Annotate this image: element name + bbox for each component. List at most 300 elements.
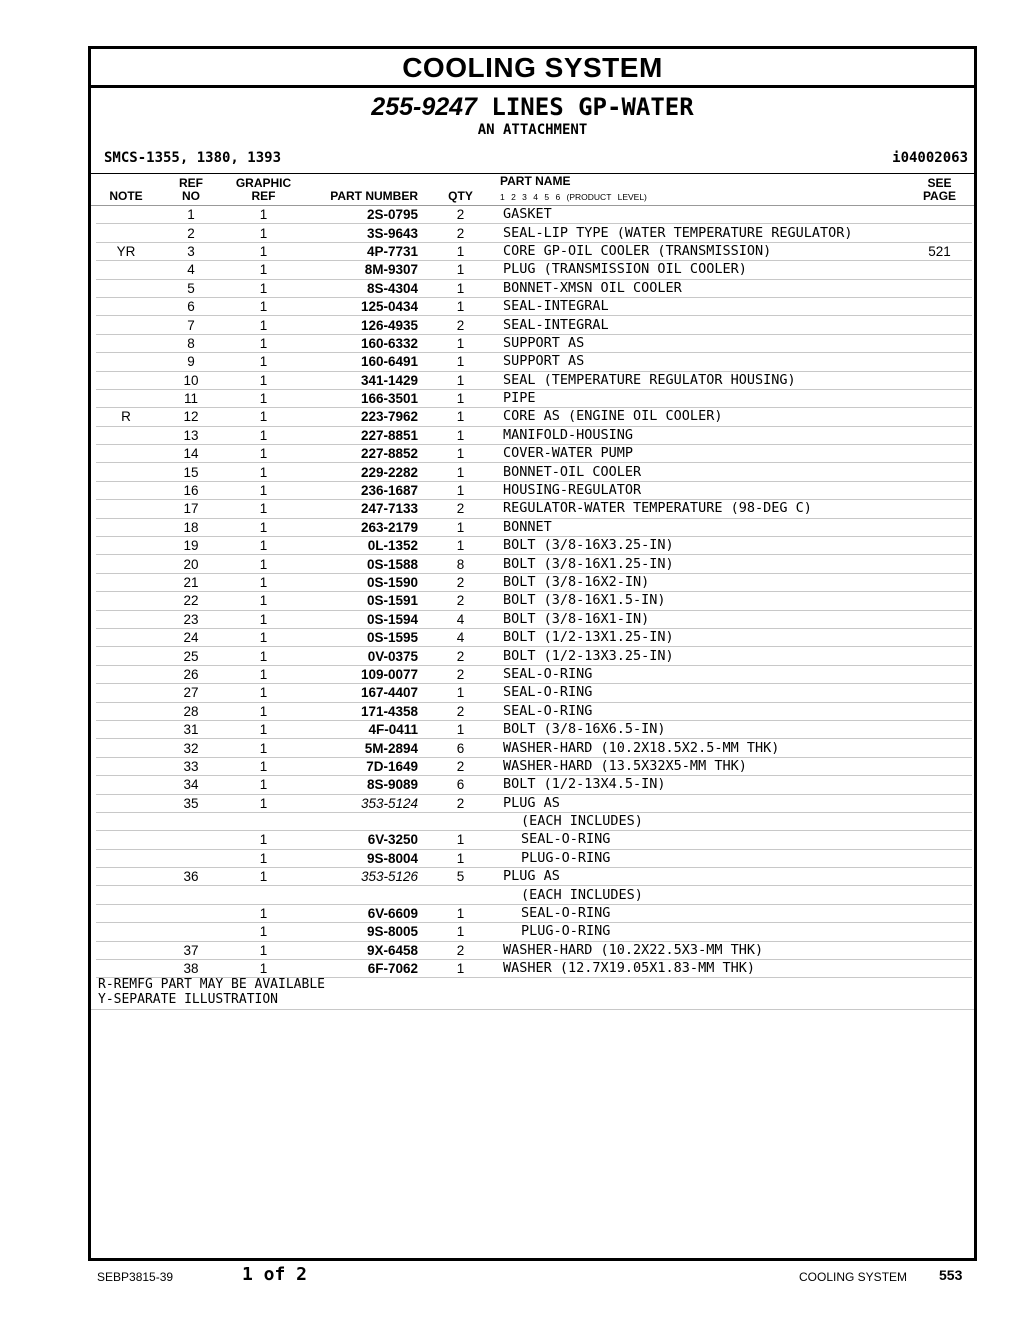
see-page-cell (907, 389, 972, 407)
ref-no-cell: 5 (156, 279, 226, 297)
group-name: LINES GP-WATER (491, 93, 694, 121)
part-name-cell: BOLT (3/8-16X1-IN) (503, 610, 907, 628)
part-number-cell[interactable]: 353-5124 (301, 794, 418, 812)
note-cell (96, 592, 156, 610)
part-number-cell[interactable]: 2S-0795 (301, 206, 418, 224)
note-cell (96, 297, 156, 315)
part-name-cell: SEAL-O-RING (503, 665, 907, 683)
see-page-cell (907, 279, 972, 297)
part-number-cell[interactable]: 9X-6458 (301, 941, 418, 959)
graphic-ref-cell: 1 (226, 573, 301, 591)
qty-cell: 1 (418, 960, 503, 978)
part-number-cell[interactable]: 8S-9089 (301, 776, 418, 794)
qty-cell: 1 (418, 481, 503, 499)
qty-cell: 1 (418, 904, 503, 922)
table-row (96, 445, 972, 463)
part-name-cell: SEAL-O-RING (503, 904, 907, 922)
see-page-cell (907, 849, 972, 867)
part-name-cell: WASHER-HARD (10.2X18.5X2.5-MM THK) (503, 739, 907, 757)
see-page-cell (907, 812, 972, 830)
header-qty: QTY (448, 189, 473, 203)
table-row (96, 463, 972, 481)
part-name-cell: BONNET (503, 518, 907, 536)
graphic-ref-cell: 1 (226, 831, 301, 849)
table-row (96, 297, 972, 315)
part-name-cell: CORE AS (ENGINE OIL COOLER) (503, 408, 907, 426)
table-row (96, 776, 972, 794)
ref-no-cell: 14 (156, 445, 226, 463)
note-cell (96, 224, 156, 242)
note-cell (96, 720, 156, 738)
table-row (96, 261, 972, 279)
see-page-cell (907, 481, 972, 499)
ref-no-cell: 33 (156, 757, 226, 775)
see-page-cell (907, 794, 972, 812)
note-cell (96, 573, 156, 591)
qty-cell: 1 (418, 684, 503, 702)
qty-cell: 1 (418, 445, 503, 463)
part-name-cell: BOLT (3/8-16X6.5-IN) (503, 720, 907, 738)
see-page-cell (907, 261, 972, 279)
header-part-name: PART NAME (500, 174, 571, 188)
ref-no-cell: 25 (156, 647, 226, 665)
table-row (96, 647, 972, 665)
part-number-cell[interactable]: 0L-1352 (301, 537, 418, 555)
part-name-cell: BOLT (3/8-16X2-IN) (503, 573, 907, 591)
qty-cell: 2 (418, 224, 503, 242)
part-number-cell[interactable]: 0V-0375 (301, 647, 418, 665)
ref-no-cell: 26 (156, 665, 226, 683)
part-number-cell[interactable]: 3S-9643 (301, 224, 418, 242)
see-page-cell (907, 904, 972, 922)
ref-no-cell: 19 (156, 537, 226, 555)
note-cell: YR (96, 242, 156, 260)
qty-cell (418, 886, 503, 904)
graphic-ref-cell (226, 812, 301, 830)
note-cell (96, 886, 156, 904)
table-row (96, 812, 972, 830)
see-page-cell (907, 665, 972, 683)
part-name-cell: SEAL-LIP TYPE (WATER TEMPERATURE REGULATOR) (503, 224, 907, 242)
part-number-cell[interactable]: 171-4358 (301, 702, 418, 720)
see-page-cell (907, 592, 972, 610)
graphic-ref-cell: 1 (226, 923, 301, 941)
see-page-cell (907, 555, 972, 573)
part-name-cell: WASHER-HARD (10.2X22.5X3-MM THK) (503, 941, 907, 959)
part-number-cell[interactable]: 247-7133 (301, 500, 418, 518)
graphic-ref-cell: 1 (226, 960, 301, 978)
see-page-cell (907, 408, 972, 426)
see-page-cell (907, 537, 972, 555)
graphic-ref-cell: 1 (226, 610, 301, 628)
table-row (96, 500, 972, 518)
table-row (96, 518, 972, 536)
group-subtitle: AN ATTACHMENT (477, 122, 588, 138)
part-number-cell[interactable]: 0S-1588 (301, 555, 418, 573)
part-number-cell[interactable]: 160-6491 (301, 353, 418, 371)
part-number-cell[interactable]: 166-3501 (301, 389, 418, 407)
part-number-cell[interactable]: 9S-8005 (301, 923, 418, 941)
note-cell (96, 555, 156, 573)
note-cell (96, 849, 156, 867)
table-row (96, 720, 972, 738)
graphic-ref-cell: 1 (226, 261, 301, 279)
see-page-cell (907, 573, 972, 591)
ref-no-cell (156, 849, 226, 867)
part-name-cell: CORE GP-OIL COOLER (TRANSMISSION) (503, 242, 907, 260)
qty-cell: 6 (418, 776, 503, 794)
part-number-cell[interactable]: 125-0434 (301, 297, 418, 315)
part-number-cell[interactable]: 223-7962 (301, 408, 418, 426)
part-number-cell[interactable]: 341-1429 (301, 371, 418, 389)
qty-cell: 1 (418, 463, 503, 481)
table-row (96, 592, 972, 610)
header-part-number: PART NUMBER (330, 189, 418, 203)
graphic-ref-cell: 1 (226, 481, 301, 499)
ref-no-cell: 24 (156, 628, 226, 646)
parts-table (96, 206, 972, 978)
qty-cell: 2 (418, 702, 503, 720)
note-cell (96, 776, 156, 794)
qty-cell: 1 (418, 334, 503, 352)
ref-no-cell: 23 (156, 610, 226, 628)
note-cell (96, 537, 156, 555)
qty-cell: 6 (418, 739, 503, 757)
qty-cell: 1 (418, 389, 503, 407)
graphic-ref-cell: 1 (226, 720, 301, 738)
part-number-cell[interactable]: 167-4407 (301, 684, 418, 702)
note-cell (96, 628, 156, 646)
graphic-ref-cell: 1 (226, 776, 301, 794)
part-name-cell: COVER-WATER PUMP (503, 445, 907, 463)
see-page-cell (907, 776, 972, 794)
see-page-cell (907, 923, 972, 941)
part-number-cell[interactable]: 227-8852 (301, 445, 418, 463)
note-cell (96, 426, 156, 444)
ref-no-cell: 2 (156, 224, 226, 242)
qty-cell: 2 (418, 941, 503, 959)
graphic-ref-cell: 1 (226, 628, 301, 646)
note-cell (96, 812, 156, 830)
see-page-cell (907, 353, 972, 371)
part-name-cell: PLUG (TRANSMISSION OIL COOLER) (503, 261, 907, 279)
graphic-ref-cell: 1 (226, 592, 301, 610)
part-number-cell[interactable]: 0S-1590 (301, 573, 418, 591)
note-cell (96, 518, 156, 536)
graphic-ref-cell: 1 (226, 537, 301, 555)
qty-cell: 8 (418, 555, 503, 573)
ref-no-cell: 37 (156, 941, 226, 959)
qty-cell: 2 (418, 206, 503, 224)
ref-no-cell: 3 (156, 242, 226, 260)
see-page-cell (907, 647, 972, 665)
note-cell (96, 445, 156, 463)
ref-no-cell: 7 (156, 316, 226, 334)
graphic-ref-cell: 1 (226, 297, 301, 315)
graphic-ref-cell: 1 (226, 794, 301, 812)
note-cell (96, 739, 156, 757)
part-name-cell: BONNET-XMSN OIL COOLER (503, 279, 907, 297)
ref-no-cell: 21 (156, 573, 226, 591)
ref-no-cell: 20 (156, 555, 226, 573)
table-row (96, 371, 972, 389)
part-number-cell[interactable]: 7D-1649 (301, 757, 418, 775)
table-row (96, 279, 972, 297)
table-row (96, 537, 972, 555)
note-line: Y-SEPARATE ILLUSTRATION (98, 992, 279, 1007)
table-row (96, 628, 972, 646)
graphic-ref-cell: 1 (226, 389, 301, 407)
see-page-cell (907, 297, 972, 315)
table-row (96, 757, 972, 775)
see-page-cell (907, 739, 972, 757)
table-row (96, 941, 972, 959)
header-ref-top: REF (179, 176, 203, 190)
graphic-ref-cell: 1 (226, 739, 301, 757)
table-row (96, 794, 972, 812)
note-cell (96, 831, 156, 849)
see-page-cell (907, 426, 972, 444)
part-number-cell[interactable]: 5M-2894 (301, 739, 418, 757)
qty-cell: 1 (418, 371, 503, 389)
table-row (96, 555, 972, 573)
qty-cell: 1 (418, 831, 503, 849)
graphic-ref-cell: 1 (226, 647, 301, 665)
graphic-ref-cell: 1 (226, 849, 301, 867)
part-number-cell[interactable]: 0S-1591 (301, 592, 418, 610)
ref-no-cell: 8 (156, 334, 226, 352)
part-number-cell[interactable]: 8S-4304 (301, 279, 418, 297)
qty-cell: 1 (418, 849, 503, 867)
see-page-cell (907, 500, 972, 518)
header-ref-bottom: NO (182, 189, 200, 203)
table-row (96, 868, 972, 886)
part-number-cell[interactable]: 6F-7062 (301, 960, 418, 978)
part-number-cell[interactable]: 353-5126 (301, 868, 418, 886)
graphic-ref-cell: 1 (226, 279, 301, 297)
note-cell (96, 610, 156, 628)
notes-rule (91, 1009, 974, 1010)
parts-table-body (96, 206, 972, 978)
see-page-cell (907, 684, 972, 702)
part-number-cell[interactable]: 229-2282 (301, 463, 418, 481)
qty-cell: 1 (418, 923, 503, 941)
part-number-cell[interactable]: 6V-3250 (301, 831, 418, 849)
part-number-cell[interactable]: 109-0077 (301, 665, 418, 683)
part-name-cell: MANIFOLD-HOUSING (503, 426, 907, 444)
see-page-cell (907, 610, 972, 628)
notes-block (98, 977, 325, 1007)
ref-no-cell: 36 (156, 868, 226, 886)
table-row (96, 206, 972, 224)
ref-no-cell: 27 (156, 684, 226, 702)
part-name-cell: SEAL-INTEGRAL (503, 316, 907, 334)
part-name-cell: BOLT (1/2-13X3.25-IN) (503, 647, 907, 665)
table-row (96, 573, 972, 591)
note-cell (96, 757, 156, 775)
header-see-bottom: PAGE (922, 189, 957, 203)
graphic-ref-cell: 1 (226, 408, 301, 426)
ref-no-cell: 28 (156, 702, 226, 720)
table-row (96, 702, 972, 720)
graphic-ref-cell: 1 (226, 426, 301, 444)
note-cell (96, 279, 156, 297)
graphic-ref-cell: 1 (226, 904, 301, 922)
note-cell: R (96, 408, 156, 426)
graphic-ref-cell: 1 (226, 500, 301, 518)
graphic-ref-cell: 1 (226, 941, 301, 959)
part-number-cell (301, 886, 418, 904)
graphic-ref-cell: 1 (226, 868, 301, 886)
part-number-cell[interactable]: 4F-0411 (301, 720, 418, 738)
graphic-ref-cell: 1 (226, 518, 301, 536)
group-heading (91, 93, 974, 122)
see-page-cell (907, 702, 972, 720)
part-name-cell: PLUG AS (503, 868, 907, 886)
table-row (96, 224, 972, 242)
graphic-ref-cell: 1 (226, 371, 301, 389)
part-name-cell: SEAL-INTEGRAL (503, 297, 907, 315)
part-number-cell[interactable]: 4P-7731 (301, 242, 418, 260)
note-cell (96, 206, 156, 224)
table-row (96, 886, 972, 904)
ref-no-cell (156, 812, 226, 830)
ref-no-cell: 17 (156, 500, 226, 518)
part-number-cell[interactable]: 126-4935 (301, 316, 418, 334)
part-name-cell: HOUSING-REGULATOR (503, 481, 907, 499)
see-page-cell (907, 757, 972, 775)
part-name-cell: (EACH INCLUDES) (503, 886, 907, 904)
header-graphic-top: GRAPHIC (235, 176, 292, 190)
ref-no-cell: 16 (156, 481, 226, 499)
see-page-cell (907, 224, 972, 242)
part-number-cell[interactable]: 6V-6609 (301, 904, 418, 922)
see-page-cell (907, 941, 972, 959)
qty-cell: 1 (418, 353, 503, 371)
graphic-ref-cell: 1 (226, 445, 301, 463)
part-name-cell: BOLT (3/8-16X3.25-IN) (503, 537, 907, 555)
part-name-cell: (EACH INCLUDES) (503, 812, 907, 830)
note-cell (96, 868, 156, 886)
ref-no-cell: 9 (156, 353, 226, 371)
ref-no-cell: 12 (156, 408, 226, 426)
note-cell (96, 794, 156, 812)
header-product-levels: 1 2 3 4 5 6 (PRODUCT LEVEL) (500, 192, 647, 202)
qty-cell: 1 (418, 279, 503, 297)
graphic-ref-cell: 1 (226, 555, 301, 573)
see-page-cell (907, 960, 972, 978)
see-page-cell (907, 445, 972, 463)
ref-no-cell: 38 (156, 960, 226, 978)
qty-cell: 2 (418, 665, 503, 683)
part-name-cell: SUPPORT AS (503, 353, 907, 371)
table-row (96, 242, 972, 260)
graphic-ref-cell: 1 (226, 334, 301, 352)
footer-doc-id: SEBP3815-39 (97, 1270, 174, 1284)
part-number-cell[interactable]: 263-2179 (301, 518, 418, 536)
part-number-cell[interactable]: 9S-8004 (301, 849, 418, 867)
part-name-cell: SEAL-O-RING (503, 831, 907, 849)
graphic-ref-cell: 1 (226, 665, 301, 683)
part-name-cell: PIPE (503, 389, 907, 407)
part-number-cell[interactable]: 227-8851 (301, 426, 418, 444)
qty-cell: 1 (418, 537, 503, 555)
qty-cell: 1 (418, 426, 503, 444)
ref-no-cell: 18 (156, 518, 226, 536)
ref-no-cell: 35 (156, 794, 226, 812)
ref-no-cell: 11 (156, 389, 226, 407)
note-cell (96, 316, 156, 334)
part-name-cell: WASHER (12.7X19.05X1.83-MM THK) (503, 960, 907, 978)
qty-cell: 2 (418, 757, 503, 775)
ref-no-cell: 1 (156, 206, 226, 224)
graphic-ref-cell: 1 (226, 757, 301, 775)
note-cell (96, 261, 156, 279)
see-page-cell: 521 (907, 242, 972, 260)
part-number-cell[interactable]: 0S-1595 (301, 628, 418, 646)
note-cell (96, 923, 156, 941)
illustration-identifier: i04002063 (892, 150, 968, 166)
part-name-cell: PLUG-O-RING (503, 849, 907, 867)
smcs-codes: SMCS-1355, 1380, 1393 (104, 150, 282, 166)
part-name-cell: PLUG-O-RING (503, 923, 907, 941)
table-row (96, 923, 972, 941)
qty-cell: 1 (418, 297, 503, 315)
see-page-cell (907, 334, 972, 352)
see-page-cell (907, 886, 972, 904)
note-cell (96, 463, 156, 481)
part-name-cell: REGULATOR-WATER TEMPERATURE (98-DEG C) (503, 500, 907, 518)
part-number-cell[interactable]: 160-6332 (301, 334, 418, 352)
part-name-cell: BOLT (3/8-16X1.5-IN) (503, 592, 907, 610)
table-row (96, 316, 972, 334)
part-number-cell[interactable]: 8M-9307 (301, 261, 418, 279)
graphic-ref-cell: 1 (226, 316, 301, 334)
qty-cell: 2 (418, 500, 503, 518)
part-name-cell: SEAL (TEMPERATURE REGULATOR HOUSING) (503, 371, 907, 389)
graphic-ref-cell: 1 (226, 463, 301, 481)
table-row (96, 849, 972, 867)
note-cell (96, 665, 156, 683)
part-number-cell[interactable]: 236-1687 (301, 481, 418, 499)
part-name-cell: BOLT (1/2-13X1.25-IN) (503, 628, 907, 646)
group-number: 255-9247 (371, 93, 477, 121)
see-page-cell (907, 518, 972, 536)
part-name-cell: BONNET-OIL COOLER (503, 463, 907, 481)
ref-no-cell: 15 (156, 463, 226, 481)
note-line: R-REMFG PART MAY BE AVAILABLE (98, 977, 325, 992)
qty-cell: 2 (418, 592, 503, 610)
ref-no-cell: 4 (156, 261, 226, 279)
part-number-cell[interactable]: 0S-1594 (301, 610, 418, 628)
qty-cell: 1 (418, 720, 503, 738)
table-row (96, 665, 972, 683)
ref-no-cell: 6 (156, 297, 226, 315)
qty-cell: 1 (418, 518, 503, 536)
table-row (96, 389, 972, 407)
footer-page-of: 1 of 2 (242, 1264, 308, 1285)
see-page-cell (907, 316, 972, 334)
note-cell (96, 481, 156, 499)
table-row (96, 684, 972, 702)
ref-no-cell (156, 886, 226, 904)
graphic-ref-cell: 1 (226, 702, 301, 720)
qty-cell: 5 (418, 868, 503, 886)
parts-page-frame (88, 46, 977, 1261)
graphic-ref-cell (226, 886, 301, 904)
section-title: COOLING SYSTEM (91, 49, 974, 88)
part-name-cell: SEAL-O-RING (503, 684, 907, 702)
